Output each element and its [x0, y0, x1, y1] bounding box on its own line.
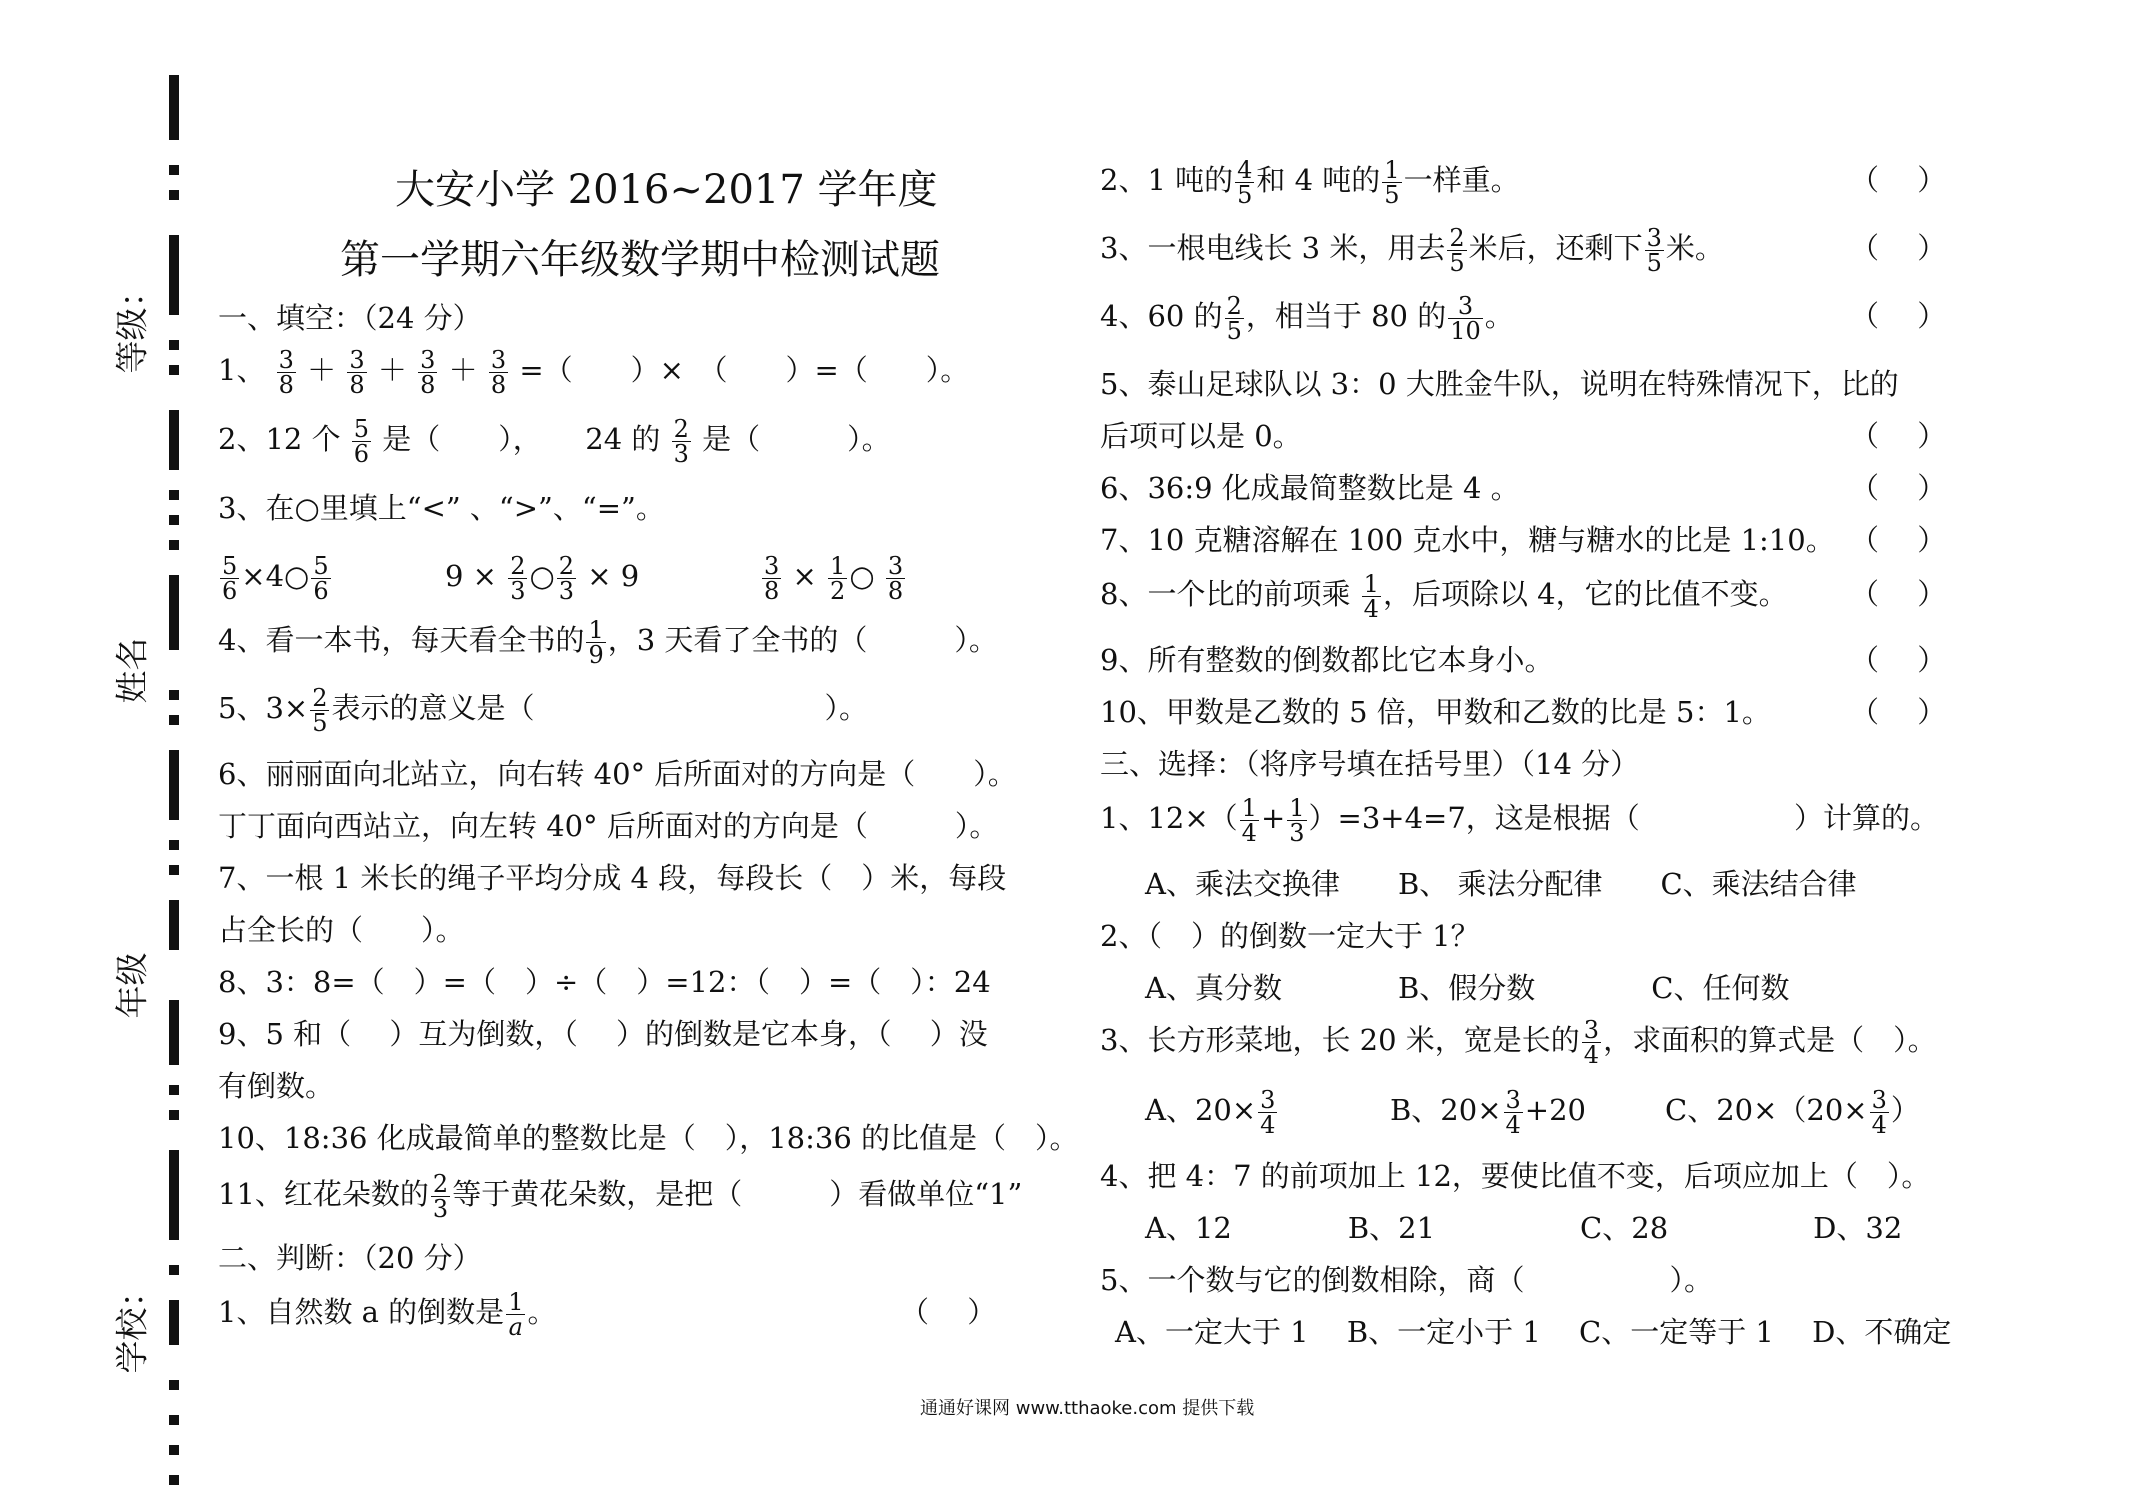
s1-q1: 1、 $\frac{3}{8}$ ＋ $\frac{3}{8}$ ＋ $\frac{3}{8}$ ＋ $\frac{3}{8}$ =（ ）× （ ）=（ ）。 — [218, 345, 970, 399]
s3-q1-options: A、乘法交换律 B、 乘法分配律 C、乘法结合律 — [1145, 867, 1857, 901]
s3-q3-option-b: B、20× $\frac{3}{4}$ +20 — [1390, 1085, 1586, 1139]
s2-q10-answer[interactable]: （ ） — [1850, 695, 1947, 729]
s2-q5b: 后项可以是 0。 — [1100, 419, 1302, 453]
s2-q1: 1、自然数 a 的倒数是 $\frac{1}{a}$ 。 — [218, 1287, 557, 1341]
s3-q1: 1、12×（ $\frac{1}{4}$ + $\frac{1}{3}$ ）=3+4=7，这是根据（ ）计算的。 — [1100, 793, 1939, 847]
s3-q2: 2、（ ）的倒数一定大于 1？ — [1100, 919, 1480, 953]
s2-q6-answer[interactable]: （ ） — [1850, 471, 1947, 505]
s3-q3: 3、长方形菜地，长 20 米，宽是长的 $\frac{3}{4}$ ，求面积的算式是（ ）。 — [1100, 1015, 1937, 1069]
s3-q2-options: A、真分数 B、假分数 C、任何数 — [1145, 971, 1790, 1005]
footer-credit: 通通好课网 www.tthaoke.com 提供下载 — [920, 1398, 1255, 1419]
s1-q7a: 7、一根 1 米长的绳子平均分成 4 段，每段长（ ）米，每段 — [218, 861, 1007, 895]
s2-q3-answer[interactable]: （ ） — [1850, 231, 1947, 265]
school-label: 学校： — [112, 1274, 152, 1374]
s1-q10: 10、18:36 化成最简单的整数比是（ ），18:36 的比值是（ ）。 — [218, 1121, 1079, 1155]
s1-q6a: 6、丽丽面向北站立，向右转 40° 后所面对的方向是（ ）。 — [218, 757, 1017, 791]
s2-q1-answer[interactable]: （ ） — [900, 1295, 997, 1329]
s1-q3-compare-a: $\frac{5}{6}$ ×4○ $\frac{5}{6}$ — [222, 551, 329, 605]
s1-q8: 8、3：8=（ ）=（ ）÷（ ）=12：（ ）=（ ）：24 — [218, 965, 991, 999]
s2-q4-answer[interactable]: （ ） — [1850, 299, 1947, 333]
s2-q5-answer[interactable]: （ ） — [1850, 419, 1947, 453]
section2-heading: 二、判断：（20 分） — [218, 1241, 482, 1275]
s2-q8-answer[interactable]: （ ） — [1850, 577, 1947, 611]
s2-q7: 7、10 克糖溶解在 100 克水中，糖与糖水的比是 1:10。 — [1100, 523, 1835, 557]
s2-q6: 6、36:9 化成最简整数比是 4 。 — [1100, 471, 1520, 505]
grade-label: 等级： — [112, 274, 152, 374]
s2-q9-answer[interactable]: （ ） — [1850, 643, 1947, 677]
s2-q2-answer[interactable]: （ ） — [1850, 163, 1947, 197]
exam-title-line1: 大安小学 2016~2017 学年度 — [395, 167, 938, 213]
s1-q9a: 9、5 和（ ）互为倒数，（ ）的倒数是它本身，（ ）没 — [218, 1017, 988, 1051]
s1-q5: 5、3× $\frac{2}{5}$ 表示的意义是（ ）。 — [218, 683, 868, 737]
s1-q3-compare-b: 9 × $\frac{2}{3}$ ○ $\frac{2}{3}$ × 9 — [445, 551, 640, 605]
s2-q2: 2、1 吨的 $\frac{4}{5}$ 和 4 吨的 $\frac{1}{5}$ 一样重。 — [1100, 155, 1520, 209]
s3-q5: 5、一个数与它的倒数相除，商（ ）。 — [1100, 1263, 1713, 1297]
s2-q9: 9、所有整数的倒数都比它本身小。 — [1100, 643, 1554, 677]
s1-q9b: 有倒数。 — [218, 1069, 335, 1103]
s3-q3-option-a: A、20× $\frac{3}{4}$ — [1145, 1085, 1276, 1139]
s3-q3-option-c: C、20×（20× $\frac{3}{4}$ ） — [1665, 1085, 1920, 1139]
s1-q11: 11、红花朵数的 $\frac{2}{3}$ 等于黄花朵数，是把（ ）看做单位“1” — [218, 1169, 1023, 1223]
class-label: 年级 — [112, 952, 152, 1019]
s2-q8: 8、一个比的前项乘 $\frac{1}{4}$ ，后项除以 4，它的比值不变。 — [1100, 569, 1788, 623]
s2-q4: 4、60 的 $\frac{2}{5}$ ，相当于 80 的 $\frac{3}{10}$ 。 — [1100, 291, 1514, 345]
section3-heading: 三、选择：（将序号填在括号里）（14 分） — [1100, 747, 1640, 781]
s1-q2: 2、12 个 $\frac{5}{6}$ 是（ ）， 24 的 $\frac{2}{3}$ 是（ ）。 — [218, 414, 891, 468]
s1-q6b: 丁丁面向西站立，向左转 40° 后所面对的方向是（ ）。 — [218, 809, 999, 843]
section1-heading: 一、填空：（24 分） — [218, 301, 482, 335]
s2-q10: 10、甲数是乙数的 5 倍，甲数和乙数的比是 5：1。 — [1100, 695, 1771, 729]
s3-q4-options: A、12 B、21 C、28 D、32 — [1145, 1211, 1903, 1245]
exam-title-line2: 第一学期六年级数学期中检测试题 — [340, 237, 940, 283]
s1-q4: 4、看一本书，每天看全书的 $\frac{1}{9}$ ，3 天看了全书的（ ）。 — [218, 615, 998, 669]
s2-q5a: 5、泰山足球队以 3：0 大胜金牛队，说明在特殊情况下，比的 — [1100, 367, 1899, 401]
name-label: 姓名 — [112, 637, 152, 704]
s1-q3: 3、在○里填上“<” 、“>”、“=”。 — [218, 491, 665, 525]
s2-q7-answer[interactable]: （ ） — [1850, 523, 1947, 557]
s3-q5-options: A、一定大于 1 B、一定小于 1 C、一定等于 1 D、不确定 — [1115, 1315, 1952, 1349]
s1-q7b: 占全长的（ ）。 — [218, 913, 465, 947]
s1-q3-compare-c: $\frac{3}{8}$ × $\frac{1}{2}$ ○ $\frac{3}{8}$ — [764, 551, 904, 605]
s2-q3: 3、一根电线长 3 米，用去 $\frac{2}{5}$ 米后，还剩下 $\frac{3}{5}$ 米。 — [1100, 223, 1724, 277]
s3-q4: 4、把 4：7 的前项加上 12，要使比值不变，后项应加上（ ）。 — [1100, 1159, 1931, 1193]
